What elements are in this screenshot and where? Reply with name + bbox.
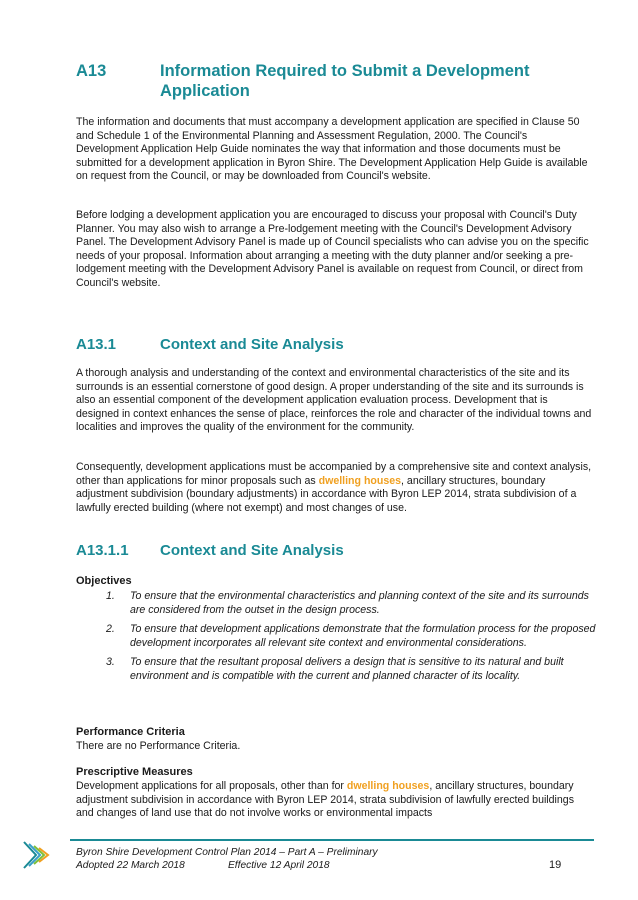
objective-text: To ensure that development applications demonstrate that the formulation process for the proposed development incorporates all relevant site context and environmental considerations. xyxy=(130,623,596,649)
subsection-paragraph-1: A thorough analysis and understanding of the context and environmental characteristics of the site and its surrounds is an essential cornerstone of good design. A proper understanding of the site and its surrounds is also an essential component of the development application evaluation process. Development that is designed in context enhances the sense of place, reinforces the role and character of the individual towns and localities and improves the quality of the environment for the community. xyxy=(76,367,592,434)
section-paragraph-1: The information and documents that must accompany a development application are specified in Clause 50 and Schedule 1 of the Environmental Planning and Assessment Regulation, 2000. The Council's Development Application Help Guide nominates the way that information and those documents must be submitted for a development application in Byron Shire. The Development Application Help Guide is available on request from the Council, or may be downloaded from Council's website. xyxy=(76,116,588,183)
page-number: 19 xyxy=(549,859,562,871)
subsection-title: Context and Site Analysis xyxy=(160,336,344,353)
footer-divider xyxy=(70,839,594,841)
objective-number: 1. xyxy=(106,590,115,602)
prescriptive-measures-text xyxy=(76,780,592,821)
objective-text: To ensure that the resultant proposal delivers a design that is sensitive to its natural and built environment and is compatible with the current and planned character of its locality. xyxy=(130,656,564,682)
subsection-heading xyxy=(76,336,344,354)
footer-dates xyxy=(76,859,378,872)
subsubsection-heading xyxy=(76,542,344,560)
prescriptive-text-end: , ancillary structures, boundary adjustment subdivision in accordance with Byron LEP 2014, strata subdivision of lawfully erected buildings and changes of land use that do not involve works or environmental impacts xyxy=(76,780,574,820)
objective-number: 2. xyxy=(106,623,115,636)
section-title: Information Required to Submit a Development Application xyxy=(160,62,530,100)
para2-text-start: Consequently, development applications must be accompanied by a comprehensive site and context analysis, other than applications for minor proposals such as xyxy=(76,461,592,487)
subsubsection-number: A13.1.1 xyxy=(76,542,129,559)
para2-text-end: , ancillary structures, boundary adjustment subdivision (boundary adjustments) in accordance with Byron LEP 2014, strata subdivision of a lawfully erected building (where not exempt) and most changes of use. xyxy=(76,474,577,514)
subsection-paragraph-2 xyxy=(76,461,592,515)
prescriptive-text-start: Development applications for all proposals, other than for xyxy=(76,780,347,792)
byron-shire-logo-icon xyxy=(20,838,54,872)
prescriptive-measures-heading: Prescriptive Measures xyxy=(76,766,193,778)
dwelling-houses-link[interactable]: dwelling houses xyxy=(346,780,430,792)
objective-number: 3. xyxy=(106,656,115,669)
subsubsection-title: Context and Site Analysis xyxy=(160,542,344,559)
footer-plan-title: Byron Shire Development Control Plan 2014 – Part A – Preliminary xyxy=(76,847,378,858)
performance-criteria-heading: Performance Criteria xyxy=(76,726,185,738)
objective-item xyxy=(76,623,596,650)
footer xyxy=(76,846,378,872)
subsection-number: A13.1 xyxy=(76,336,117,353)
objective-item xyxy=(76,656,596,683)
objectives-heading: Objectives xyxy=(76,575,132,587)
objective-item xyxy=(76,590,596,617)
section-number: A13 xyxy=(76,62,107,80)
footer-adopted-date: Adopted 22 March 2018 xyxy=(76,860,185,871)
dwelling-houses-link[interactable]: dwelling houses xyxy=(318,474,402,487)
footer-effective-date: Effective 12 April 2018 xyxy=(228,860,330,871)
objectives-list xyxy=(76,590,596,690)
objective-text: To ensure that the environmental characteristics and planning context of the site and its surrounds are considered from the outset in the design process. xyxy=(130,590,589,616)
performance-criteria-text: There are no Performance Criteria. xyxy=(76,740,241,752)
section-paragraph-2: Before lodging a development application you are encouraged to discuss your proposal with Council's Duty Planner. You may also wish to arrange a Pre-lodgement meeting with the Council's Development Advisory Panel. The Development Advisory Panel is made up of Council specialists who can advise you on the specific needs of your proposal. Information about arranging a meeting with the duty planner and/or seeking a pre-lodgement meeting with the Development Advisory Panel is available on request from Council, or direct from Council's website. xyxy=(76,209,589,289)
